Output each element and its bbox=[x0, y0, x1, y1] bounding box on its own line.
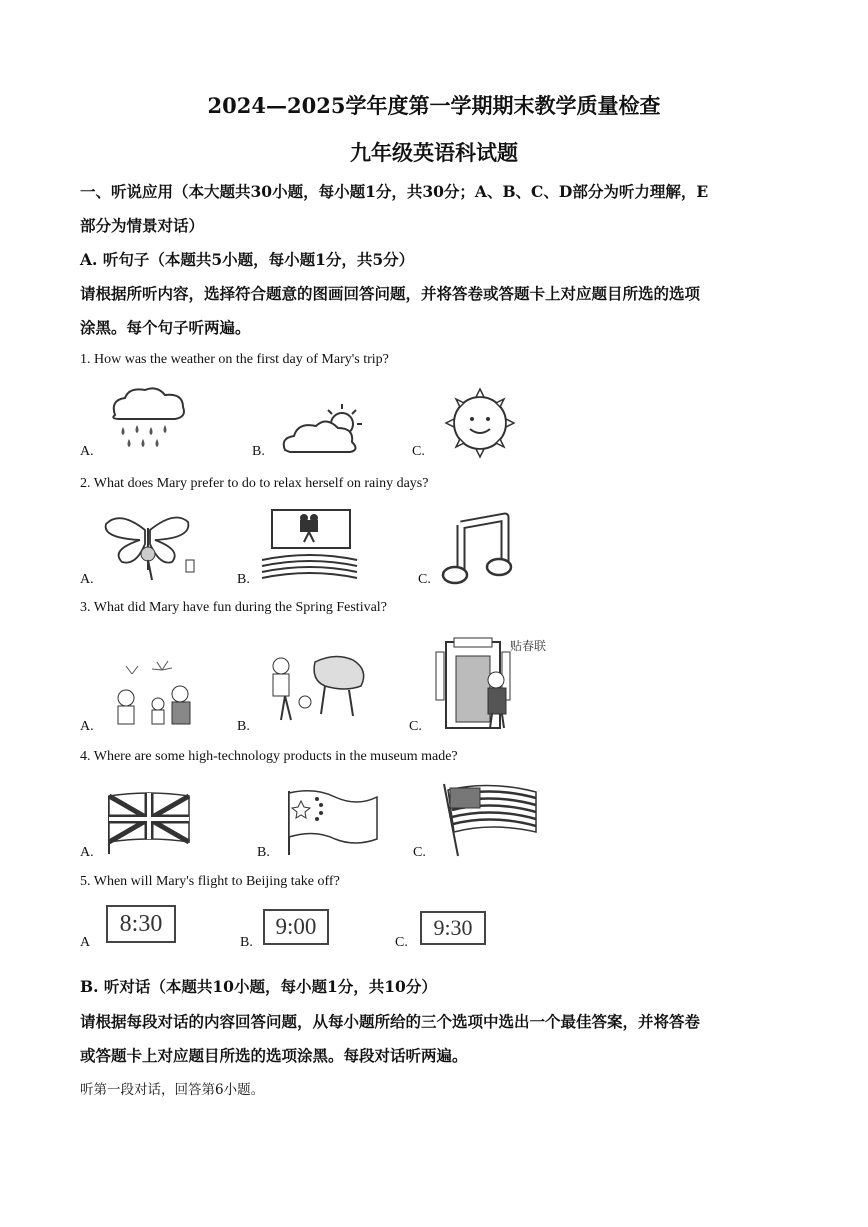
exam-title: 2024—2025学年度第一学期期末教学质量检查 bbox=[207, 93, 661, 118]
sun-behind-cloud-icon bbox=[280, 402, 372, 457]
q3-option-a-label: A. bbox=[80, 719, 94, 734]
rain-cloud-icon bbox=[105, 385, 190, 455]
q1-option-a-label: A. bbox=[80, 444, 94, 459]
question-3: 3. What did Mary have fun during the Spring Festival? bbox=[80, 600, 387, 615]
lion-dance-icon bbox=[265, 652, 375, 727]
uk-flag-icon bbox=[105, 790, 193, 856]
question-5: 5. When will Mary's flight to Beijing take off? bbox=[80, 874, 340, 889]
smiling-sun-icon bbox=[440, 383, 520, 463]
part1-heading-line1: 一、听说应用（本大题共30小题，每小题1分，共30分；A、B、C、D部分为听力理解，E bbox=[80, 182, 709, 201]
question-2: 2. What does Mary prefer to do to relax herself on rainy days? bbox=[80, 476, 429, 491]
china-flag-icon bbox=[285, 787, 380, 857]
q3-option-b-label: B. bbox=[237, 719, 250, 734]
part1-heading-line2: 部分为情景对话） bbox=[80, 216, 205, 235]
section-b-instruction-line1: 请根据每段对话的内容回答问题，从每小题所给的三个选项中选出一个最佳答案，并将答卷 bbox=[80, 1012, 701, 1031]
q1-option-c-label: C. bbox=[412, 444, 425, 459]
section-a-instruction-line1: 请根据所听内容，选择符合题意的图画回答问题，并将答卷或答题卡上对应题目所选的选项 bbox=[80, 284, 701, 303]
section-a-heading: A. 听句子（本题共5小题，每小题1分，共5分） bbox=[80, 250, 415, 269]
section-b-note: 听第一段对话，回答第6小题。 bbox=[80, 1082, 265, 1098]
fireworks-icon bbox=[102, 660, 212, 730]
q5-option-a-label: A bbox=[80, 935, 91, 950]
section-b-heading: B. 听对话（本题共10小题，每小题1分，共10分） bbox=[80, 977, 437, 996]
q2-option-b-label: B. bbox=[237, 572, 250, 587]
q4-option-b-label: B. bbox=[257, 845, 270, 860]
butterfly-flower-icon bbox=[100, 510, 195, 582]
cinema-icon bbox=[262, 508, 357, 580]
question-1: 1. How was the weather on the first day of Mary's trip? bbox=[80, 352, 389, 367]
us-flag-icon bbox=[440, 780, 540, 858]
clock-830: 8:30 bbox=[106, 905, 176, 943]
section-b-instruction-line2: 或答题卡上对应题目所选的选项涂黑。每段对话听两遍。 bbox=[80, 1046, 468, 1065]
q2-option-c-label: C. bbox=[418, 572, 431, 587]
q3-option-c-label: C. bbox=[409, 719, 422, 734]
exam-subtitle: 九年级英语科试题 bbox=[350, 140, 518, 165]
clock-930: 9:30 bbox=[420, 911, 486, 945]
q5-option-b-label: B. bbox=[240, 935, 253, 950]
q1-option-b-label: B. bbox=[252, 444, 265, 459]
section-a-instruction-line2: 涂黑。每个句子听两遍。 bbox=[80, 318, 251, 337]
music-note-icon bbox=[443, 515, 518, 585]
spring-couplets-caption: 贴春联 bbox=[510, 639, 547, 653]
q4-option-a-label: A. bbox=[80, 845, 94, 860]
q5-option-c-label: C. bbox=[395, 935, 408, 950]
q2-option-a-label: A. bbox=[80, 572, 94, 587]
clock-900: 9:00 bbox=[263, 909, 329, 945]
q4-option-c-label: C. bbox=[413, 845, 426, 860]
question-4: 4. Where are some high-technology products in the museum made? bbox=[80, 749, 458, 764]
